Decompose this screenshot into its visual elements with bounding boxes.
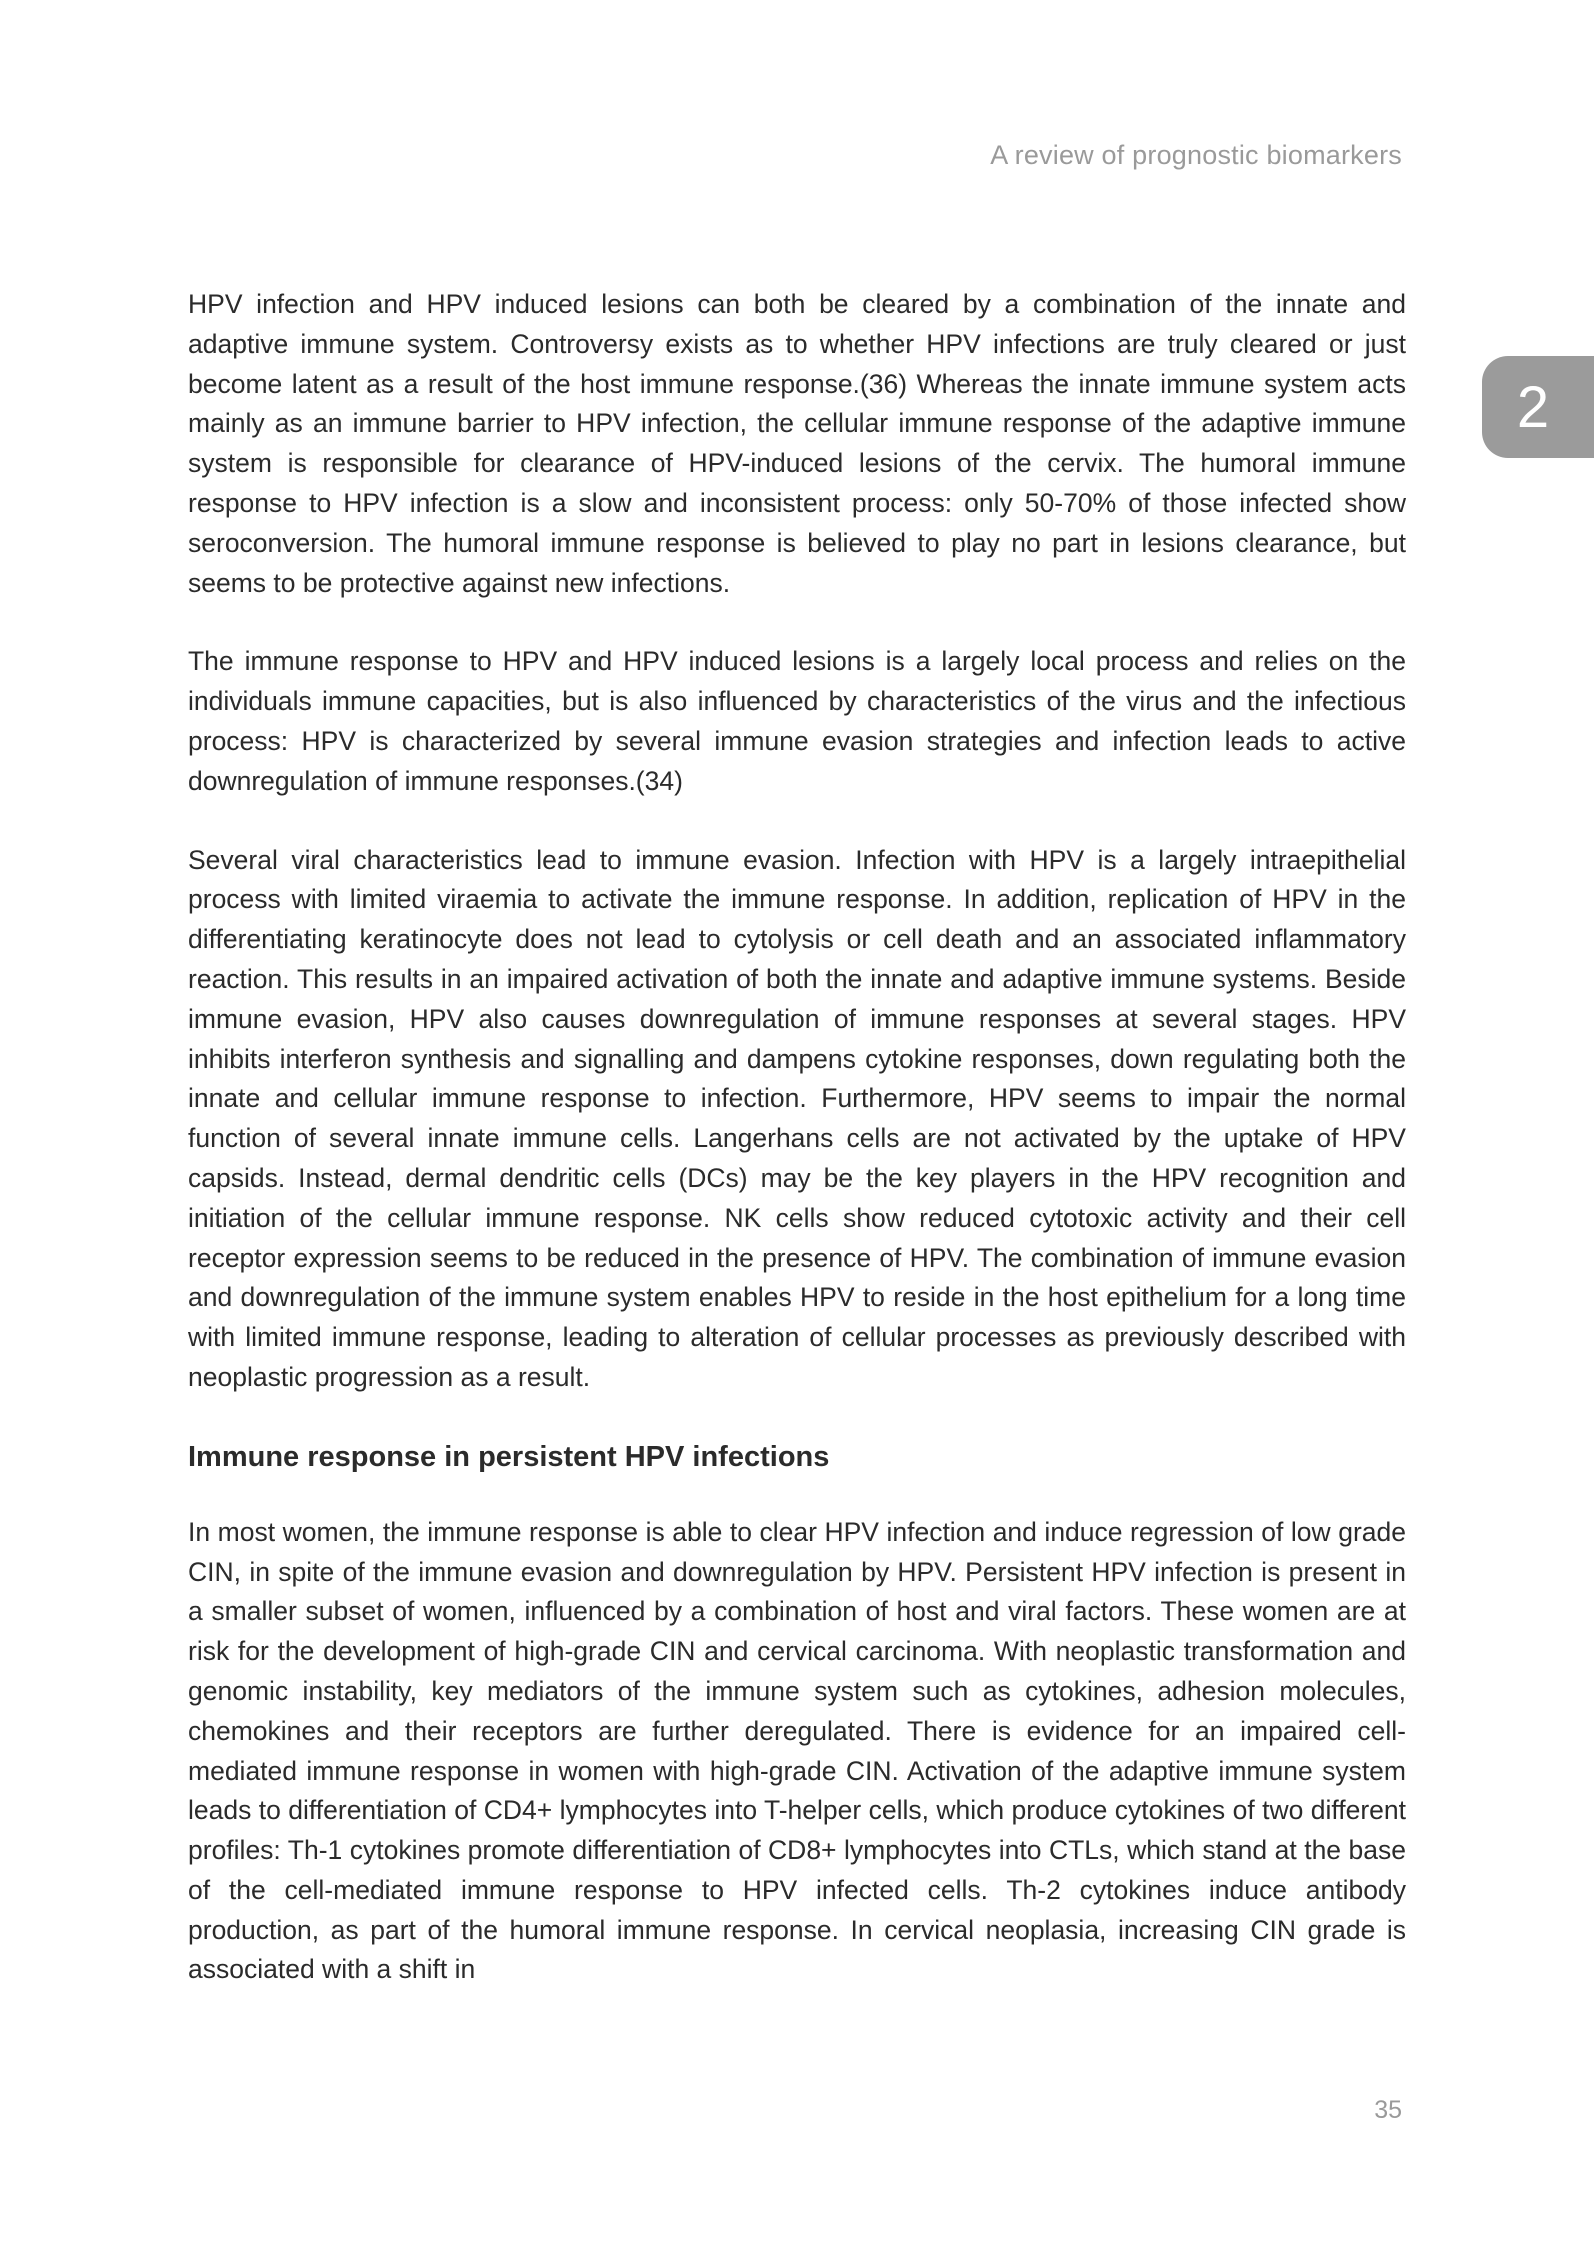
page-body <box>188 285 1406 2029</box>
chapter-tab <box>1482 356 1594 458</box>
page-number: 35 <box>1374 2096 1402 2124</box>
section-heading: Immune response in persistent HPV infections <box>188 1440 830 1473</box>
chapter-number: 2 <box>1516 374 1550 440</box>
paragraph-hpv-clearance: HPV infection and HPV induced lesions can both be cleared by a combination of the innate and adaptive immune system. Controversy exists as to whether HPV infections are truly cleared or just become latent as a result of the host immune response.(36) Whereas the innate immune system acts mainly as an immune barrier to HPV infection, the cellular immune response of the adaptive immune system is responsible for clearance of HPV-induced lesions of the cervix. The humoral immune response to HPV infection is a slow and inconsistent process: only 50-70% of those infected show seroconversion. The humoral immune response is believed to play no part in lesions clearance, but seems to be protective against new infections. <box>188 289 1406 598</box>
paragraph-persistent-infection: In most women, the immune response is able to clear HPV infection and induce regression of low grade CIN, in spite of the immune evasion and downregulation by HPV. Persistent HPV infection is present in a smaller subset of women, influenced by a combination of host and viral factors. These women are at risk for the development of high-grade CIN and cervical carcinoma. With neoplastic transformation and genomic instability, key mediators of the immune system such as cytokines, adhesion molecules, chemokines and their receptors are further deregulated. There is evidence for an impaired cell-mediated immune response in women with high-grade CIN. Activation of the adaptive immune system leads to differentiation of CD4+ lymphocytes into T-helper cells, which produce cytokines of two different profiles: Th-1 cytokines promote differentiation of CD8+ lymphocytes into CTLs, which stand at the base of the cell-mediated immune response to HPV infected cells. Th-2 cytokines induce antibody production, as part of the humoral immune response. In cervical neoplasia, increasing CIN grade is associated with a shift in <box>188 1516 1406 1985</box>
paragraph-immune-evasion: Several viral characteristics lead to immune evasion. Infection with HPV is a largely intraepithelial process with limited viraemia to activate the immune response. In addition, replication of HPV in the differentiating keratinocyte does not lead to cytolysis or cell death and an associated inflammatory reaction. This results in an impaired activation of both the innate and adaptive immune systems. Beside immune evasion, HPV also causes downregulation of immune responses at several stages. HPV inhibits interferon synthesis and signalling and dampens cytokine responses, down regulating both the innate and cellular immune response to infection. Furthermore, HPV seems to impair the normal function of several innate immune cells. Langerhans cells are not activated by the uptake of HPV capsids. Instead, dermal dendritic cells (DCs) may be the key players in the HPV recognition and initiation of the cellular immune response. NK cells show reduced cytotoxic activity and their cell receptor expression seems to be reduced in the presence of HPV. The combination of immune evasion and downregulation of the immune system enables HPV to reside in the host epithelium for a long time with limited immune response, leading to alteration of cellular processes as previously described with neoplastic progression as a result. <box>188 844 1406 1392</box>
paragraph-local-process: The immune response to HPV and HPV induced lesions is a largely local process and relies on the individuals immune capacities, but is also influenced by characteristics of the virus and the infectious process: HPV is characterized by several immune evasion strategies and infection leads to active downregulation of immune responses.(34) <box>188 646 1406 796</box>
running-header: A review of prognostic biomarkers <box>990 140 1402 170</box>
